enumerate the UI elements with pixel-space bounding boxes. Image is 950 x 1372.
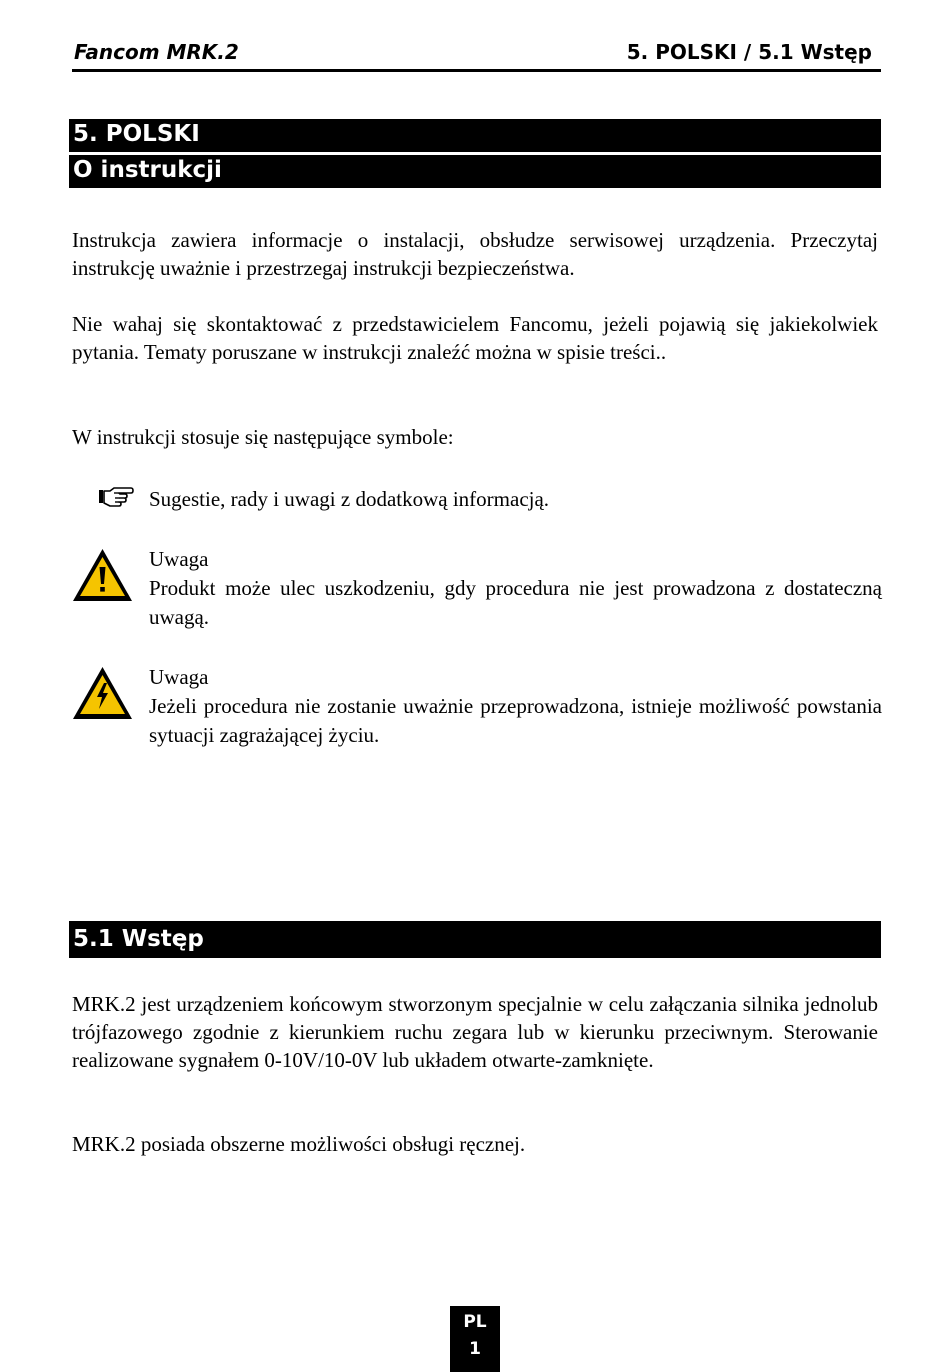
warning-title: Uwaga bbox=[149, 665, 209, 689]
warning-block-damage bbox=[149, 545, 882, 632]
warning-title: Uwaga bbox=[149, 547, 209, 571]
page-number-box bbox=[450, 1306, 500, 1372]
intro-title-bar: 5.1 Wstęp bbox=[69, 921, 881, 958]
about-paragraph-1: Instrukcja zawiera informacje o instalacji, obsłudze serwisowej urządzenia. Przeczytaj instrukcję uważnie i przestrzegaj instrukcji bezpieczeństwa. bbox=[72, 228, 878, 280]
hint-description: Sugestie, rady i uwagi z dodatkową informacją. bbox=[149, 487, 550, 511]
running-header bbox=[72, 38, 880, 68]
warning-block-danger bbox=[149, 663, 882, 750]
symbols-intro: W instrukcji stosuje się następujące symbole: bbox=[72, 425, 454, 449]
header-section-path: 5. POLSKI / 5.1 Wstęp bbox=[626, 40, 872, 64]
electrical-hazard-icon bbox=[72, 666, 133, 720]
chapter-title-bar: 5. POLSKI bbox=[69, 119, 881, 152]
footer-language: PL bbox=[463, 1312, 487, 1332]
warning-text: Jeżeli procedura nie zostanie uważnie przeprowadzona, istnieje możliwość powstania sytuacji zagrażającej życiu. bbox=[149, 694, 882, 747]
intro-paragraph-2: MRK.2 posiada obszerne możliwości obsługi ręcznej. bbox=[72, 1132, 526, 1156]
warning-exclamation-icon bbox=[72, 548, 133, 602]
about-manual-title-bar: O instrukcji bbox=[69, 155, 881, 188]
pointing-hand-icon bbox=[98, 485, 134, 509]
about-paragraph-2: Nie wahaj się skontaktować z przedstawicielem Fancomu, jeżeli pojawią się jakiekolwiek pytania. Tematy poruszane w instrukcji znaleźć można w spisie treści.. bbox=[72, 312, 878, 364]
warning-text: Produkt może ulec uszkodzeniu, gdy procedura nie jest prowadzona z dostateczną uwagą. bbox=[149, 576, 882, 629]
header-rule bbox=[72, 69, 881, 72]
header-product-name: Fancom MRK.2 bbox=[74, 40, 239, 64]
footer-page-number: 1 bbox=[469, 1339, 481, 1359]
intro-paragraph-1: MRK.2 jest urządzeniem końcowym stworzonym specjalnie w celu załączania silnika jednolub trójfazowego zgodnie z kierunkiem ruchu zegara lub w kierunku przeciwnym. Sterowanie realizowane sygnałem 0-10V/10-0V lub układem otwarte-zamknięte. bbox=[72, 992, 878, 1072]
